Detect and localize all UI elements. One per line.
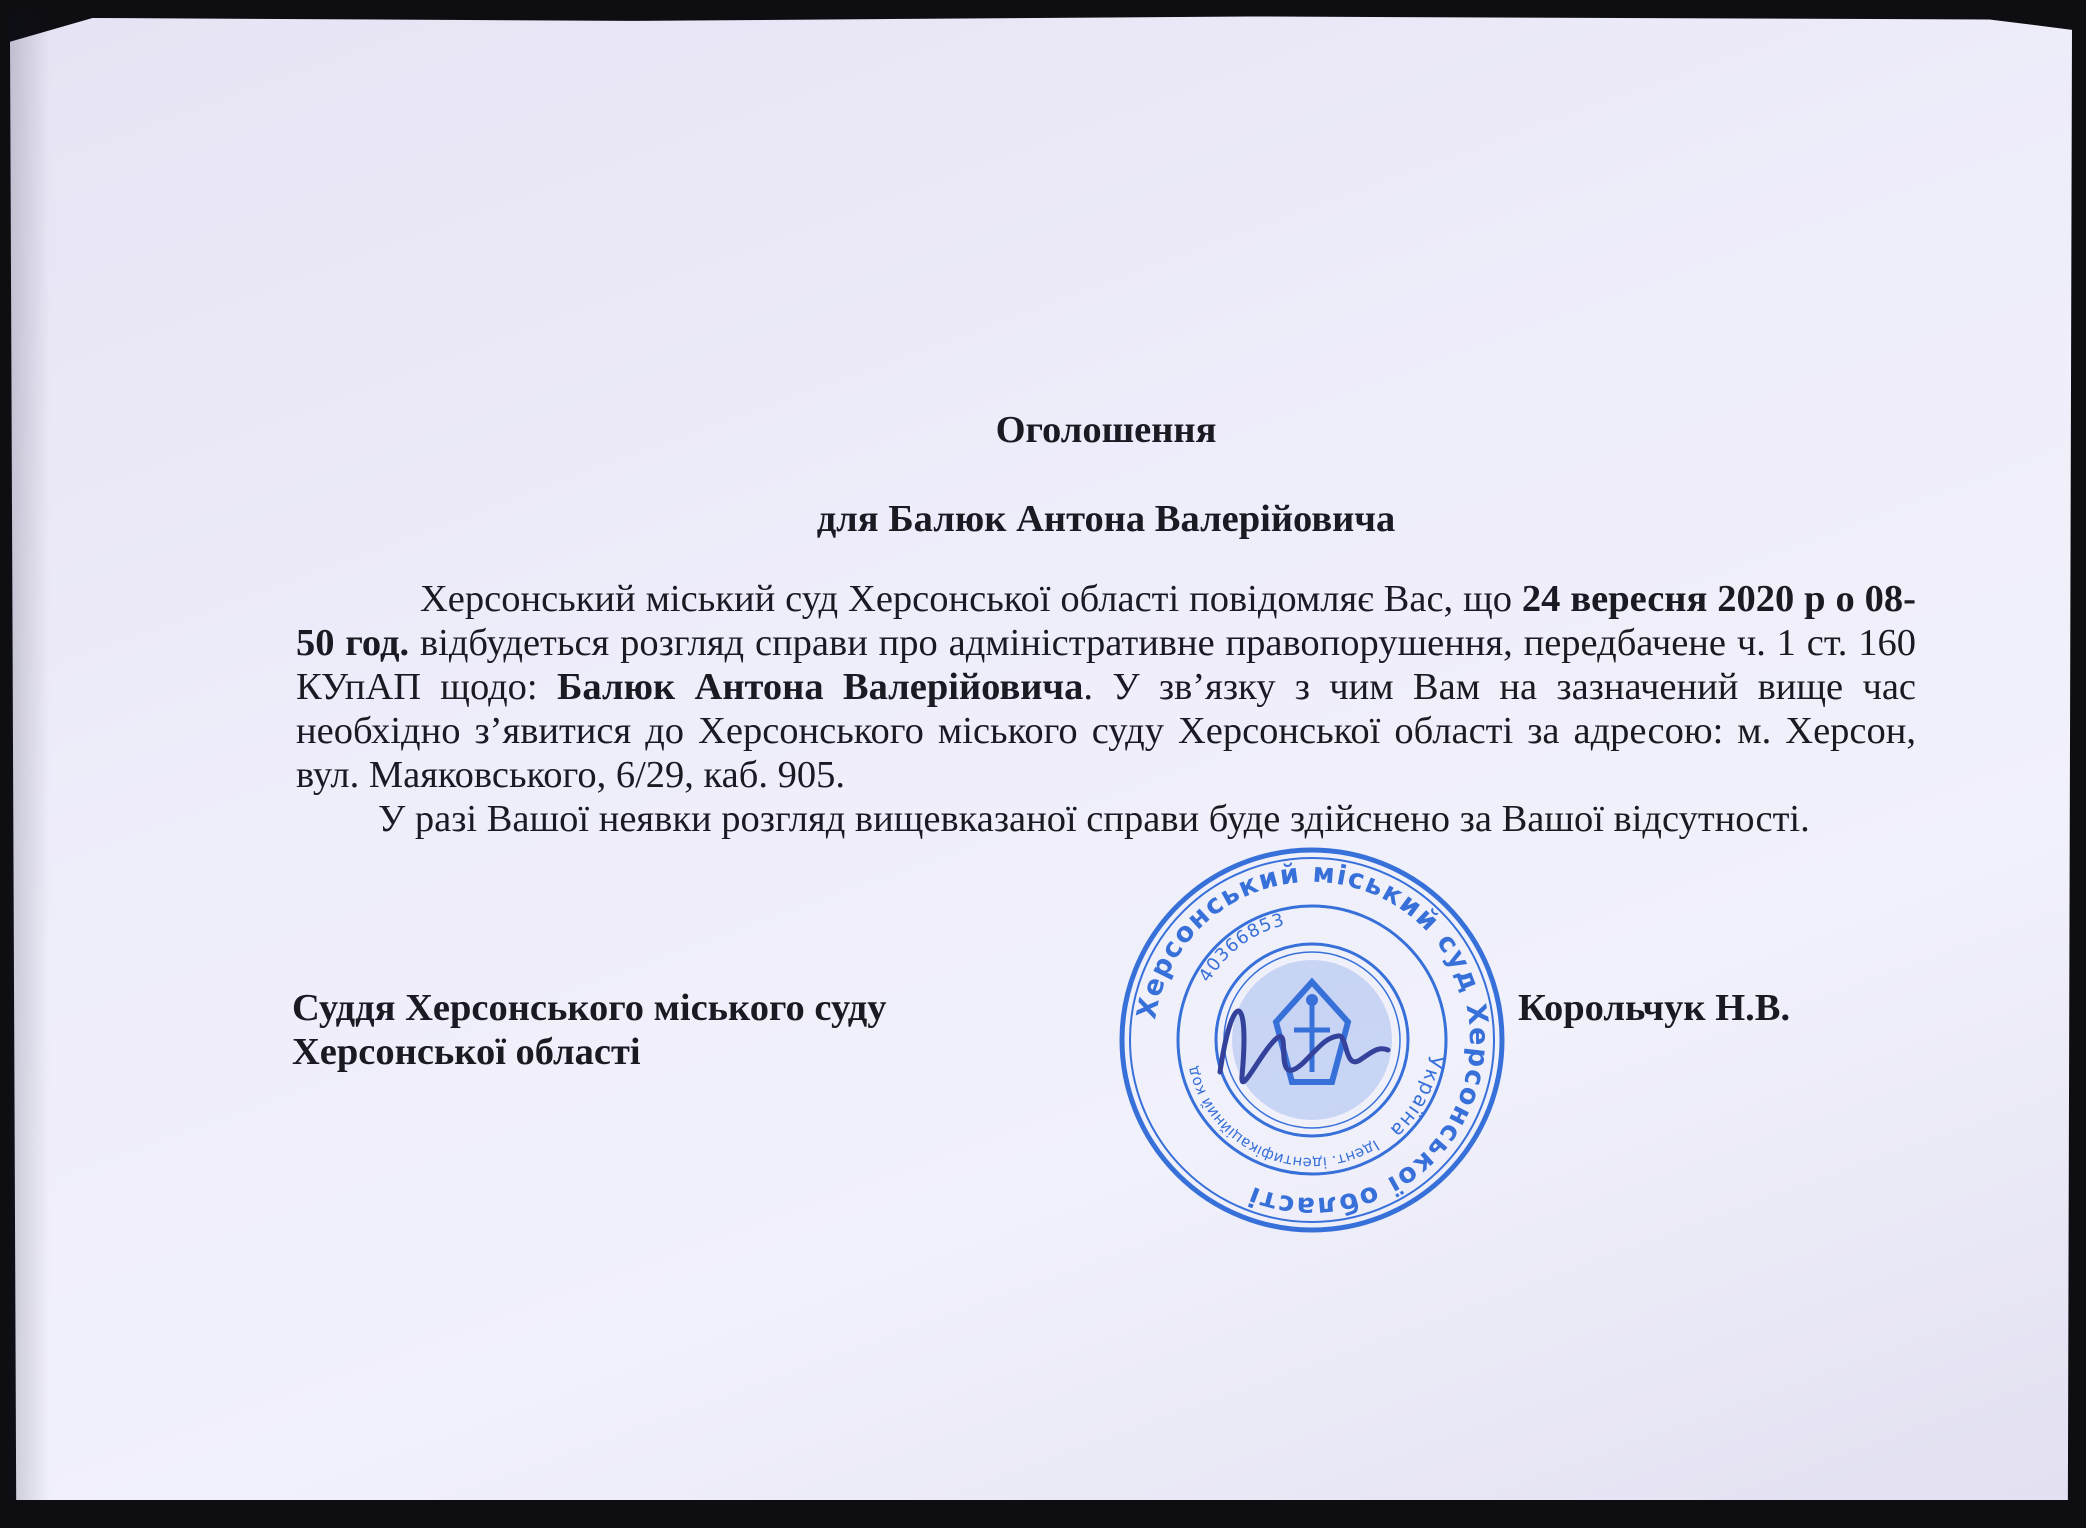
absence-paragraph: У разі Вашої неявки розгляд вищевказаної справи буде здійснено за Вашої відсутності.: [378, 798, 1810, 840]
announcement-addressee: для Балюк Антона Валерійовича: [816, 498, 1396, 540]
announcement-title: Оголошення: [995, 409, 1217, 451]
judge-name: Корольчук Н.В.: [1518, 987, 1791, 1029]
paper-shadow: [10, 12, 50, 1500]
judge-position: [292, 986, 992, 1074]
notice-paragraph: [296, 577, 1916, 797]
court-seal: [1112, 840, 1512, 1240]
notice-text-1: Херсонський міський суд Херсонської області повідомляє Вас, що: [420, 578, 1522, 620]
seal-ring-text: Херсонський міський суд Херсонської області: [1131, 857, 1495, 1223]
defendant-name: Балюк Антона Валерійовича: [556, 666, 1084, 708]
notice-text-2: відбудеться розгляд справи про адміністративне правопорушення, передбачене ч. 1 ст. 160 КУпАП щодо:: [296, 622, 1917, 708]
notice-text-3: . У зв’язку з чим Вам на зазначений вище час необхідно з’явитися до Херсонського міського суду Херсонської області за адресою: м. Херсон, вул. Маяковського, 6/29, каб. 905.: [296, 666, 1916, 796]
judge-position-line2: Херсонської області: [292, 1031, 641, 1073]
document-body: [296, 408, 1916, 841]
judge-position-line1: Суддя Херсонського міського суду: [292, 987, 887, 1029]
seal-id-label: Ідент. ідентифікаційний код: [1183, 1064, 1383, 1173]
seal-code: 40366853: [1194, 909, 1288, 986]
hearing-datetime: 24 вересня 2020 р о 08-50 год.: [296, 578, 1916, 664]
seal-country: Україна: [1385, 1053, 1448, 1144]
